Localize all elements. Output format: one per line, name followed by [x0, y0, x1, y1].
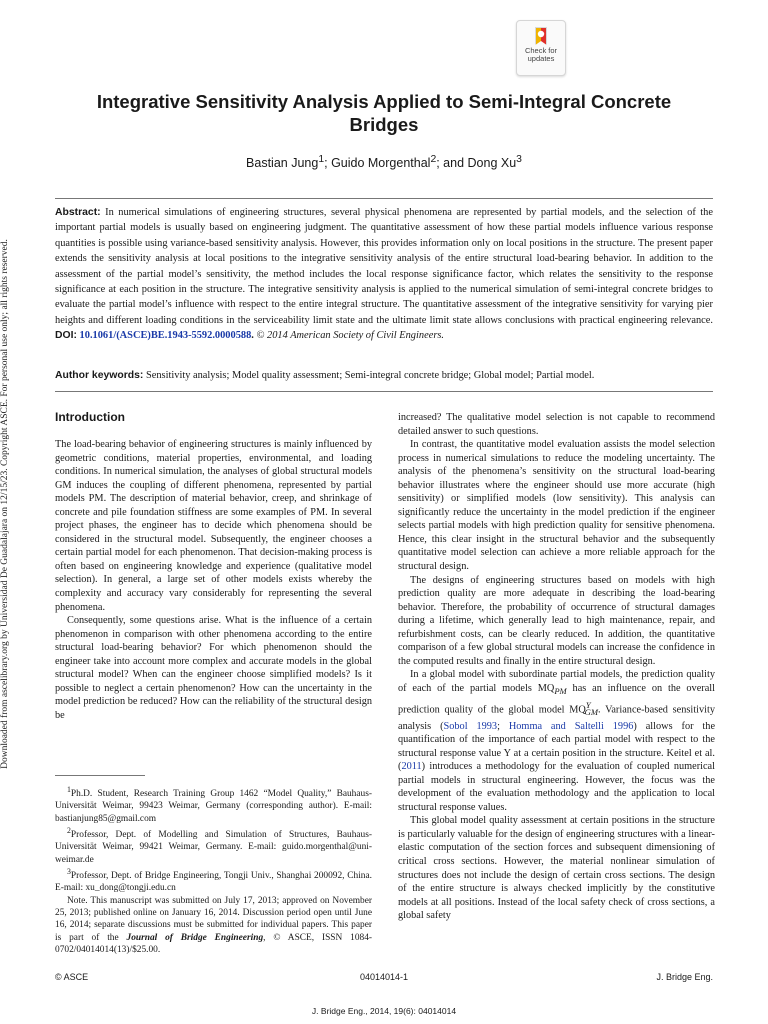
- submission-note: Note. This manuscript was submitted on July 17, 2013; approved on November 25, 2013; published online on January 16, 2014. Discussion period open until June 16, 2014; separate discussions must be submitted for individual papers. This paper is part of the Journal of Bridge Engineering, © ASCE, ISSN 1084-0702/04014014(13)/$25.00.: [55, 895, 373, 955]
- citation-link[interactable]: Sobol 1993: [443, 720, 498, 732]
- author-keywords: [55, 368, 713, 383]
- author-2-mark: 2: [430, 154, 437, 165]
- download-notice: Downloaded from ascelibrary.org by Universidad De Guadalajara on 12/15/23. Copyright ASCE. For personal use only; all rights reserved.: [0, 239, 10, 769]
- paragraph: The designs of engineering structures based on models with high prediction quality are more adequate in describing the load-bearing behavior. Therefore, the probability of occurrence of structural damages during a lifetime, which generally lead to high maintenance, repair, and refurbishment costs, can be clearly reduced. In addition, the quantitative comparison of a few global structural models can increase the confidence in the computed results and finally in the entire structural design.: [398, 574, 715, 667]
- footnote-1: $^1$Ph.D. Student, Research Training Group 1462 “Model Quality,” Bauhaus-Universität Weimar, 99423 Weimar, Germany (corresponding author). E-mail: bastianjung85@gmail.com: [55, 785, 372, 824]
- paragraph: In contrast, the quantitative model evaluation assists the model selection process in numerical simulations to reduce the modeling uncertainty. The analysis of the phenomena’s sensitivity on the structural load-bearing behavior illustrates where the engineer should use more accurate (high sensitivity) or simplified models (low sensitivity). This analysis can significantly reduce the uncertainty in the model prediction if the engineer selects partial models with high prediction quality for sensitive phenomena. Hence, this clear insight in the structural behavior and the subsequently quantitative model selection can achieve a more reliable approach for the structural design.: [398, 439, 715, 573]
- abstract-label: Abstract:: [55, 207, 101, 218]
- author-1: Bastian Jung: [246, 156, 319, 171]
- doi-label: DOI:: [55, 330, 77, 342]
- paper-title: Integrative Sensitivity Analysis Applied to Semi-Integral Concrete Bridges: [96, 91, 672, 135]
- divider: [55, 391, 713, 392]
- divider: [55, 198, 713, 199]
- badge-line-1: Check for: [524, 46, 558, 55]
- abstract-copyright: © 2014 American Society of Civil Engineers.: [256, 330, 444, 342]
- abstract-text: In numerical simulations of engineering structures, several physical phenomena are represented by partial models, and the selection of the important partial models is usually based on engineering judgment. The quantitative assessment of how these partial models influence various response quantities is possible using variance-based sensitivity analysis. However, this provides information only on local positions in the structure. The present paper extends the sensitivity analysis at local positions to the integrative sensitivity analysis of the entire structural load-bearing behavior. In addition to the assessment of the partial model’s sensitivity, the method includes the local response significance factor, which relates the sensitivity to the response significance at each position in the structure. The integrative sensitivity analysis is applied to the numerical simulation of semi-integral concrete bridges to evaluate the partial model’s influence with respect to the entire integral structure. The quantitative assessment of the integrative sensitivity for varying pier heights and different loading conditions in the serviceability limit state and the ultimate limit state allows conclusions with practical engineering relevance.: [55, 207, 713, 326]
- bottom-citation: J. Bridge Eng., 2014, 19(6): 04014014: [311, 1006, 457, 1016]
- abstract: Abstract: In numerical simulations of engineering structures, several physical phenomena are represented by partial models, and the selection of the important partial models is usually based on engineering judgment. The quantitative assessment of how these partial models influence various response quantities is possible using variance-based sensitivity analysis. However, this provides information only on local positions in the structure. The present paper extends the sensitivity analysis at local positions to the integrative sensitivity analysis of the entire structural load-bearing behavior. In addition to the assessment of the partial model’s sensitivity, the method includes the local response significance factor, which relates the sensitivity to the response significance at each position in the structure. The integrative sensitivity analysis is applied to the numerical simulation of semi-integral concrete bridges to evaluate the partial model’s influence with respect to the entire integral structure. The quantitative assessment of the integrative sensitivity for varying pier heights and different loading conditions in the serviceability limit state and the ultimate limit state allows conclusions with practical engineering relevance. DOI: 10.1061/(ASCE)BE.1943-5592.0000588. © 2014 American Society of Civil Engineers.: [55, 207, 713, 342]
- badge-line-2: updates: [527, 54, 555, 63]
- footnote-divider: [55, 775, 145, 776]
- paragraph: Consequently, some questions arise. What is the influence of a certain phenomenon in comparison with other phenomena according to the entire structural load-bearing behavior? For which phenomenon should the engineer take into account more complex and accurate models in the global structural model? When can the engineer choose simplified models? Is it possible to neglect a certain phenomenon? How can the uncertainty in the model prediction be reduced? How can the reliability of the structural design be: [55, 615, 372, 721]
- paragraph: This global model quality assessment at certain positions in the structure is particularly valuable for the design of engineering structures with a linear-elastic computation of the section forces and subsequent dimensioning of critical cross sections. However, the material nonlinear simulation of structures does not include the design of certain cross sections. The design of the entire structure is always checked implicitly by the constitutive models at all positions. Instead of the local safety check of cross sections, a global safety: [398, 815, 715, 922]
- footnotes: [55, 784, 372, 956]
- keywords-label: Author keywords:: [55, 370, 144, 381]
- footnote-3: $^3$Professor, Dept. of Bridge Engineering, Tongji Univ., Shanghai 200092, China. E-mail: xu_dong@tongji.edu.cn: [55, 867, 372, 894]
- author-3-mark: 3: [516, 154, 522, 165]
- citation-link[interactable]: Homma and Saltelli 1996: [508, 720, 634, 732]
- footer-copyright: © ASCE: [55, 972, 89, 982]
- footer-article-number: 04014014-1: [359, 972, 409, 982]
- author-3: ; and Dong Xu: [436, 156, 517, 171]
- author-1-mark: 1: [318, 154, 325, 165]
- bookmark-icon: [532, 25, 550, 47]
- left-column: [55, 438, 372, 722]
- keywords-text: Sensitivity analysis; Model quality assessment; Semi-integral concrete bridge; Global model; Partial model.: [145, 370, 595, 381]
- citation-link[interactable]: 2011: [401, 761, 422, 773]
- doi-link[interactable]: 10.1061/(ASCE)BE.1943-5592.0000588: [79, 330, 252, 342]
- paragraph: The load-bearing behavior of engineering structures is mainly influenced by geometric conditions, material properties, environmental, and loading conditions. In numerical simulation, the analyses of global structural models GM induces the coupling of different phenomena, represented by partial models PM. The description of material behavior, creep, and shrinkage of concrete and pile foundation stiffness are some examples of PM. In several project phases, the engineer has to decide which phenomena should be considered in the structural model. Subsequently, the engineer chooses a certain partial model for each phenomenon. That decision-making process is often based on engineering knowledge and experience (qualitative model selection). In general, a large set of other models exists whereby the complexity and accuracy vary considerably for representing the several phenomena.: [55, 439, 372, 613]
- paragraph: increased? The qualitative model selection is not capable to recommend detailed answer to such questions.: [398, 412, 715, 437]
- footer-journal: J. Bridge Eng.: [656, 972, 713, 982]
- paragraph: In a global model with subordinate partial models, the prediction quality of each of the partial models $MQ_{PM}$ has an influence on the overall prediction quality of the global model $MQ^Y_{GM}$. Variance-based sensitivity analysis (Sobol 1993; Homma and Saltelli 1996) allows for the quantification of the importance of each partial model with respect to the structural response value Y at a certain position in the structure. Keitel et al. (2011) introduces a methodology for the evaluation of coupled numerical partial models in structural engineering. However, the focus was the development of the evaluation methodology and the application to local structural response values.: [398, 669, 716, 813]
- footnote-2: $^2$Professor, Dept. of Modelling and Simulation of Structures, Bauhaus-Universität Weimar, 99421 Weimar, Germany. E-mail: guido.morgenthal@uni-weimar.de: [55, 826, 372, 865]
- right-column: [398, 411, 715, 923]
- author-2: ; Guido Morgenthal: [324, 156, 431, 171]
- check-for-updates-badge[interactable]: [516, 20, 566, 76]
- author-list: [60, 154, 708, 170]
- journal-name: Journal of Bridge Engineering: [126, 932, 264, 943]
- section-heading: Introduction: [55, 410, 125, 424]
